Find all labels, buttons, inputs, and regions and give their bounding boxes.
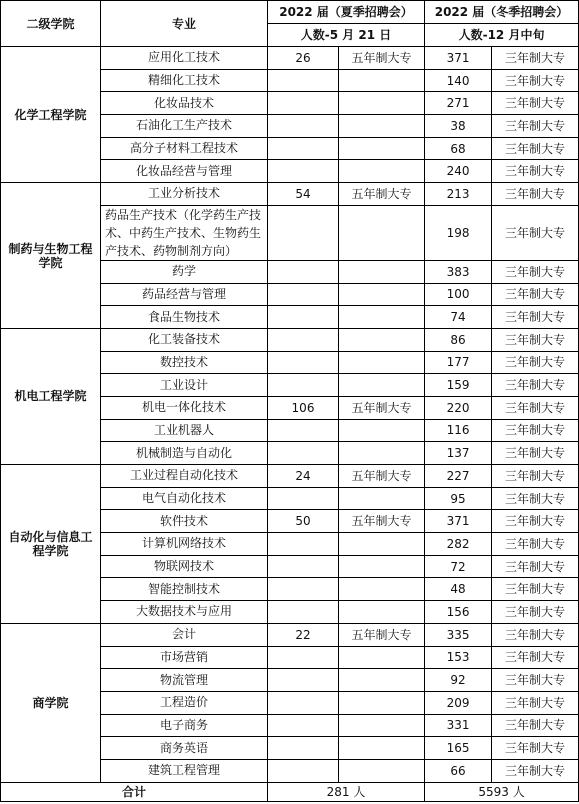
- summer-type-cell: [339, 646, 425, 669]
- summer-type-cell: 五年制大专: [339, 183, 425, 206]
- winter-type-cell: 三年制大专: [492, 47, 579, 70]
- table-row: [1, 47, 579, 70]
- winter-count-cell: 209: [425, 691, 492, 714]
- major-cell: 数控技术: [101, 351, 268, 374]
- summer-count-cell: [268, 260, 339, 283]
- winter-type-cell: 三年制大专: [492, 578, 579, 601]
- winter-type-cell: 三年制大专: [492, 442, 579, 465]
- college-cell: 自动化与信息工程学院: [1, 465, 101, 624]
- summer-type-cell: [339, 283, 425, 306]
- summer-type-cell: 五年制大专: [339, 623, 425, 646]
- table-body: [1, 47, 579, 783]
- major-cell: 石油化工生产技术: [101, 115, 268, 138]
- total-winter: 5593 人: [425, 782, 579, 801]
- summer-count-cell: [268, 374, 339, 397]
- summer-type-cell: [339, 714, 425, 737]
- summer-count-cell: 24: [268, 465, 339, 488]
- summer-type-cell: [339, 578, 425, 601]
- summer-count-cell: [268, 669, 339, 692]
- summer-count-cell: [268, 351, 339, 374]
- summer-type-cell: 五年制大专: [339, 510, 425, 533]
- winter-count-cell: 331: [425, 714, 492, 737]
- winter-type-cell: 三年制大专: [492, 396, 579, 419]
- summer-count-cell: [268, 601, 339, 624]
- major-cell: 市场营销: [101, 646, 268, 669]
- major-cell: 工程造价: [101, 691, 268, 714]
- summer-count-cell: [268, 714, 339, 737]
- table-row: [1, 183, 579, 206]
- summer-count-cell: [268, 737, 339, 760]
- winter-type-cell: 三年制大专: [492, 465, 579, 488]
- summer-type-cell: [339, 669, 425, 692]
- winter-type-cell: 三年制大专: [492, 714, 579, 737]
- summer-count-cell: [268, 137, 339, 160]
- table-row: [1, 328, 579, 351]
- winter-type-cell: 三年制大专: [492, 691, 579, 714]
- winter-type-cell: 三年制大专: [492, 183, 579, 206]
- summer-type-cell: [339, 691, 425, 714]
- major-cell: 精细化工技术: [101, 69, 268, 92]
- winter-count-cell: 371: [425, 510, 492, 533]
- summer-count-cell: [268, 419, 339, 442]
- summer-type-cell: [339, 351, 425, 374]
- winter-count-cell: 137: [425, 442, 492, 465]
- winter-count-cell: 159: [425, 374, 492, 397]
- winter-count-cell: 227: [425, 465, 492, 488]
- summer-count-cell: [268, 759, 339, 782]
- winter-count-cell: 177: [425, 351, 492, 374]
- winter-type-cell: 三年制大专: [492, 92, 579, 115]
- major-cell: 计算机网络技术: [101, 533, 268, 556]
- winter-count-cell: 282: [425, 533, 492, 556]
- major-cell: 物流管理: [101, 669, 268, 692]
- summer-count-cell: [268, 442, 339, 465]
- major-cell: 商务英语: [101, 737, 268, 760]
- summer-count-cell: [268, 487, 339, 510]
- college-cell: 化学工程学院: [1, 47, 101, 183]
- header-major: 专业: [101, 1, 268, 47]
- major-cell: 药品经营与管理: [101, 283, 268, 306]
- winter-type-cell: 三年制大专: [492, 306, 579, 329]
- major-cell: 化妆品经营与管理: [101, 160, 268, 183]
- summer-type-cell: [339, 601, 425, 624]
- major-cell: 工业设计: [101, 374, 268, 397]
- header-winter-date: 人数-12 月中旬: [425, 24, 579, 47]
- winter-type-cell: 三年制大专: [492, 283, 579, 306]
- winter-count-cell: 198: [425, 205, 492, 260]
- winter-type-cell: 三年制大专: [492, 623, 579, 646]
- winter-count-cell: 38: [425, 115, 492, 138]
- summer-type-cell: [339, 205, 425, 260]
- major-cell: 工业机器人: [101, 419, 268, 442]
- winter-type-cell: 三年制大专: [492, 160, 579, 183]
- summer-count-cell: [268, 115, 339, 138]
- summer-type-cell: [339, 737, 425, 760]
- summer-type-cell: [339, 69, 425, 92]
- winter-count-cell: 153: [425, 646, 492, 669]
- winter-count-cell: 100: [425, 283, 492, 306]
- major-cell: 工业分析技术: [101, 183, 268, 206]
- summer-type-cell: 五年制大专: [339, 465, 425, 488]
- college-cell: 制药与生物工程学院: [1, 183, 101, 329]
- winter-count-cell: 220: [425, 396, 492, 419]
- summer-count-cell: [268, 328, 339, 351]
- summer-count-cell: 22: [268, 623, 339, 646]
- header-summer-date: 人数-5 月 21 日: [268, 24, 425, 47]
- winter-type-cell: 三年制大专: [492, 205, 579, 260]
- summer-count-cell: [268, 283, 339, 306]
- winter-type-cell: 三年制大专: [492, 374, 579, 397]
- summer-type-cell: [339, 442, 425, 465]
- winter-type-cell: 三年制大专: [492, 419, 579, 442]
- summer-type-cell: [339, 487, 425, 510]
- college-cell: 商学院: [1, 623, 101, 782]
- major-cell: 大数据技术与应用: [101, 601, 268, 624]
- major-cell: 电气自动化技术: [101, 487, 268, 510]
- summer-count-cell: [268, 205, 339, 260]
- major-cell: 机电一体化技术: [101, 396, 268, 419]
- summer-type-cell: [339, 533, 425, 556]
- summer-count-cell: [268, 306, 339, 329]
- major-cell: 化工装备技术: [101, 328, 268, 351]
- winter-type-cell: 三年制大专: [492, 601, 579, 624]
- summer-count-cell: [268, 69, 339, 92]
- major-cell: 应用化工技术: [101, 47, 268, 70]
- total-label: 合计: [1, 782, 268, 801]
- winter-count-cell: 68: [425, 137, 492, 160]
- winter-count-cell: 213: [425, 183, 492, 206]
- summer-count-cell: [268, 533, 339, 556]
- winter-type-cell: 三年制大专: [492, 328, 579, 351]
- major-cell: 药品生产技术（化学药生产技术、中药生产技术、生物药生产技术、药物制剂方向）: [101, 205, 268, 260]
- winter-type-cell: 三年制大专: [492, 737, 579, 760]
- winter-count-cell: 140: [425, 69, 492, 92]
- summer-type-cell: 五年制大专: [339, 47, 425, 70]
- summer-type-cell: [339, 555, 425, 578]
- winter-type-cell: 三年制大专: [492, 487, 579, 510]
- summer-count-cell: [268, 578, 339, 601]
- winter-type-cell: 三年制大专: [492, 115, 579, 138]
- summer-count-cell: [268, 160, 339, 183]
- winter-count-cell: 72: [425, 555, 492, 578]
- winter-type-cell: 三年制大专: [492, 669, 579, 692]
- summer-type-cell: [339, 759, 425, 782]
- summer-count-cell: [268, 555, 339, 578]
- summer-count-cell: [268, 92, 339, 115]
- winter-type-cell: 三年制大专: [492, 555, 579, 578]
- major-cell: 化妆品技术: [101, 92, 268, 115]
- major-cell: 智能控制技术: [101, 578, 268, 601]
- major-cell: 药学: [101, 260, 268, 283]
- summer-count-cell: [268, 691, 339, 714]
- winter-type-cell: 三年制大专: [492, 646, 579, 669]
- winter-count-cell: 116: [425, 419, 492, 442]
- winter-count-cell: 74: [425, 306, 492, 329]
- header-row: [1, 1, 579, 24]
- winter-count-cell: 383: [425, 260, 492, 283]
- winter-count-cell: 371: [425, 47, 492, 70]
- major-cell: 建筑工程管理: [101, 759, 268, 782]
- summer-type-cell: [339, 160, 425, 183]
- summer-type-cell: [339, 115, 425, 138]
- college-cell: 机电工程学院: [1, 328, 101, 464]
- summer-count-cell: 54: [268, 183, 339, 206]
- winter-type-cell: 三年制大专: [492, 510, 579, 533]
- winter-count-cell: 66: [425, 759, 492, 782]
- table-row: [1, 465, 579, 488]
- winter-count-cell: 165: [425, 737, 492, 760]
- major-cell: 软件技术: [101, 510, 268, 533]
- summer-count-cell: 26: [268, 47, 339, 70]
- major-cell: 电子商务: [101, 714, 268, 737]
- winter-type-cell: 三年制大专: [492, 759, 579, 782]
- winter-count-cell: 271: [425, 92, 492, 115]
- summer-type-cell: [339, 374, 425, 397]
- winter-type-cell: 三年制大专: [492, 533, 579, 556]
- summer-type-cell: [339, 260, 425, 283]
- major-cell: 会计: [101, 623, 268, 646]
- major-cell: 高分子材料工程技术: [101, 137, 268, 160]
- summer-type-cell: 五年制大专: [339, 396, 425, 419]
- winter-count-cell: 335: [425, 623, 492, 646]
- winter-type-cell: 三年制大专: [492, 137, 579, 160]
- summer-type-cell: [339, 137, 425, 160]
- summer-type-cell: [339, 328, 425, 351]
- winter-count-cell: 156: [425, 601, 492, 624]
- total-row: [1, 782, 579, 801]
- table-row: [1, 623, 579, 646]
- header-college: 二级学院: [1, 1, 101, 47]
- total-summer: 281 人: [268, 782, 425, 801]
- winter-count-cell: 86: [425, 328, 492, 351]
- major-cell: 机械制造与自动化: [101, 442, 268, 465]
- summer-count-cell: [268, 646, 339, 669]
- major-cell: 工业过程自动化技术: [101, 465, 268, 488]
- winter-count-cell: 240: [425, 160, 492, 183]
- winter-type-cell: 三年制大专: [492, 351, 579, 374]
- major-cell: 物联网技术: [101, 555, 268, 578]
- summer-count-cell: 50: [268, 510, 339, 533]
- winter-count-cell: 48: [425, 578, 492, 601]
- header-summer-title: 2022 届（夏季招聘会）: [268, 1, 425, 24]
- summer-type-cell: [339, 306, 425, 329]
- major-cell: 食品生物技术: [101, 306, 268, 329]
- winter-count-cell: 92: [425, 669, 492, 692]
- summer-type-cell: [339, 419, 425, 442]
- winter-type-cell: 三年制大专: [492, 69, 579, 92]
- summer-count-cell: 106: [268, 396, 339, 419]
- header-winter-title: 2022 届（冬季招聘会）: [425, 1, 579, 24]
- winter-count-cell: 95: [425, 487, 492, 510]
- summer-type-cell: [339, 92, 425, 115]
- winter-type-cell: 三年制大专: [492, 260, 579, 283]
